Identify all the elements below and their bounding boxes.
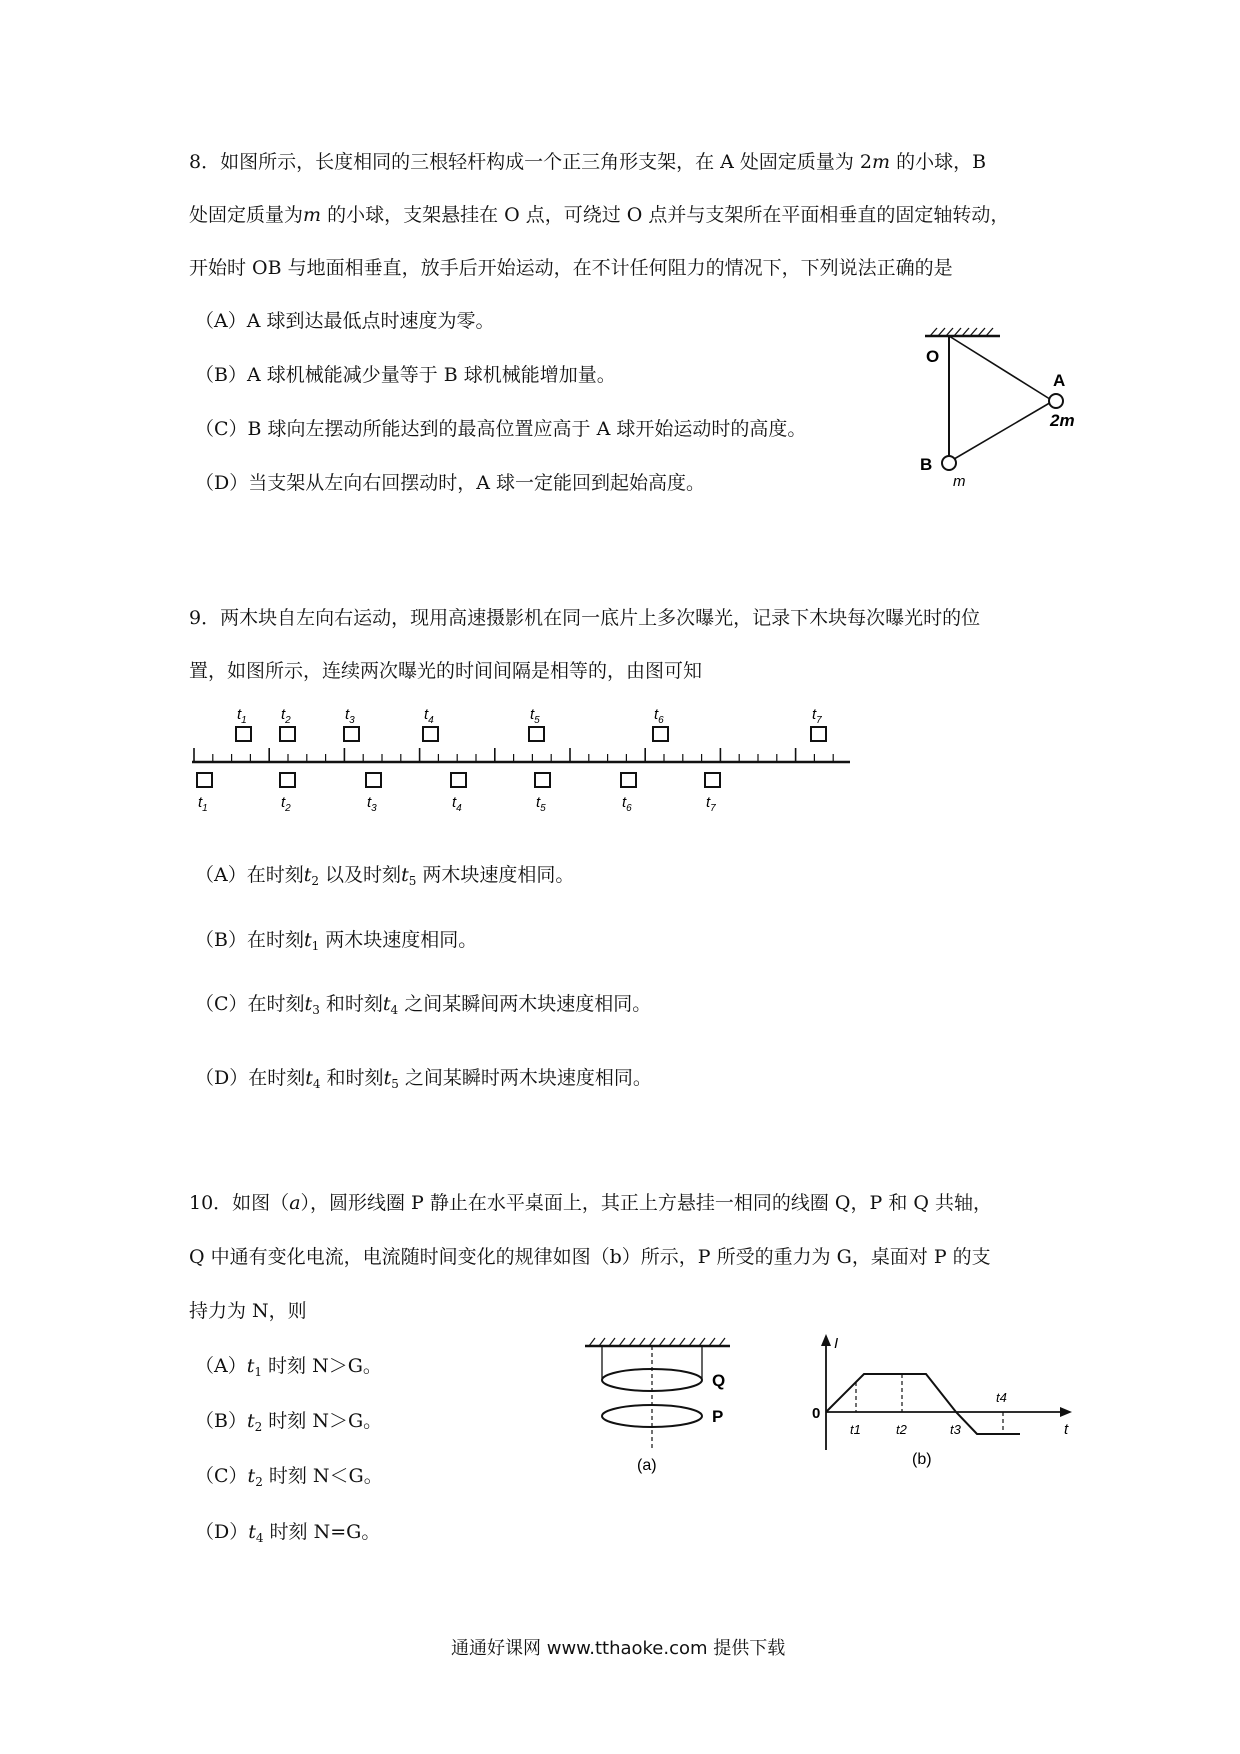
upper-block: [344, 727, 359, 741]
upper-time-label: $t_7$: [812, 706, 822, 726]
lower-block: [705, 773, 720, 787]
option-text: 和时刻: [320, 1067, 384, 1089]
time-sub: 1: [311, 939, 320, 953]
time-var: t: [303, 929, 312, 951]
time-sub: 2: [254, 1420, 263, 1434]
q10-option-d: [195, 1517, 380, 1545]
upper-block: [811, 727, 826, 741]
q10-stem-line1: [189, 1188, 992, 1215]
option-text: （D）在时刻: [195, 1067, 306, 1089]
label-m: m: [953, 473, 966, 490]
ball-a: [1049, 394, 1063, 408]
lower-block: [366, 773, 381, 787]
time-sub: 2: [311, 874, 320, 888]
label-origin: 0: [812, 1405, 821, 1422]
upper-block: [423, 727, 438, 741]
option-text: （B）: [195, 1410, 247, 1432]
caption-b: (b): [912, 1451, 932, 1468]
option-text: 时刻 N＞G。: [262, 1410, 383, 1432]
option-text: 两木块速度相同。: [319, 929, 478, 951]
upper-time-label: $t_6$: [654, 706, 664, 726]
lower-time-label: $t_4$: [452, 794, 462, 814]
q9-option-d: [195, 1063, 652, 1091]
label-q: Q: [712, 1371, 726, 1390]
lower-time-label: $t_1$: [198, 794, 208, 814]
q10-stem-line3: 持力为 N，则: [189, 1300, 307, 1322]
ball-b: [942, 456, 956, 470]
time-var: t: [305, 1067, 313, 1089]
option-text: （D）: [195, 1521, 249, 1543]
time-sub: 4: [312, 1077, 321, 1091]
upper-block: [280, 727, 295, 741]
label-t3: t3: [950, 1422, 961, 1437]
q9-stem-line1: 9．两木块自左向右运动，现用高速摄影机在同一底片上多次曝光，记录下木块每次曝光时的位: [189, 607, 981, 629]
option-text: （A）: [195, 1355, 247, 1377]
option-text: （C）: [195, 1465, 248, 1487]
fig-var: a: [289, 1192, 301, 1214]
q8-stem-line3: 开始时 OB 与地面相垂直，放手后开始运动，在不计任何阻力的情况下，下列说法正确的是: [189, 257, 953, 279]
time-var: t: [246, 1410, 255, 1432]
q8-stem-line2: [189, 200, 1009, 227]
label-p: P: [712, 1407, 724, 1426]
option-text: （C）在时刻: [195, 993, 305, 1015]
lower-block: [451, 773, 466, 787]
option-text: 两木块速度相同。: [416, 864, 575, 886]
q8-triangle-figure: [900, 320, 1100, 490]
q8-option-d: （D）当支架从左向右回摆动时，A 球一定能回到起始高度。: [195, 472, 705, 494]
option-text: 和时刻: [319, 993, 383, 1015]
upper-time-label: $t_3$: [345, 706, 355, 726]
upper-time-label: $t_1$: [237, 706, 247, 726]
time-var: t: [247, 1465, 256, 1487]
q10-option-b: [195, 1406, 382, 1434]
time-sub: 4: [255, 1531, 264, 1545]
time-sub: 5: [391, 1077, 399, 1091]
upper-block: [236, 727, 251, 741]
q8-option-b: （B）A 球机械能减少量等于 B 球机械能增加量。: [195, 364, 616, 386]
label-i: I: [834, 1335, 839, 1352]
q10-current-graph: [800, 1330, 1080, 1485]
option-text: 以及时刻: [319, 864, 402, 886]
time-var: t: [248, 1521, 256, 1543]
q8-mass-var: m: [872, 151, 891, 173]
lower-block: [280, 773, 295, 787]
time-var: t: [246, 1355, 255, 1377]
caption-a: (a): [637, 1457, 657, 1474]
lower-time-label: $t_7$: [706, 794, 716, 814]
lower-time-label: $t_3$: [367, 794, 377, 814]
label-b: B: [920, 455, 933, 474]
time-sub: 5: [408, 874, 417, 888]
q9-option-b: [195, 925, 477, 953]
upper-block: [529, 727, 544, 741]
q8-option-a: （A）A 球到达最低点时速度为零。: [195, 310, 495, 332]
lower-block: [621, 773, 636, 787]
upper-time-label: $t_2$: [281, 706, 291, 726]
label-t4: t4: [996, 1390, 1007, 1405]
option-text: 时刻 N=G。: [263, 1521, 381, 1543]
upper-time-label: $t_5$: [530, 706, 540, 726]
time-sub: 4: [390, 1003, 399, 1017]
time-var: t: [303, 864, 312, 886]
label-t2: t2: [896, 1422, 907, 1437]
q8-stem-text: 处固定质量为: [189, 204, 304, 226]
q10-option-c: [195, 1461, 383, 1489]
option-text: （B）在时刻: [195, 929, 304, 951]
q9-option-a: [195, 860, 574, 888]
label-o: O: [926, 347, 940, 366]
label-2m: 2m: [1050, 411, 1075, 430]
label-a: A: [1053, 371, 1066, 390]
footer-text: 通通好课网 www.tthaoke.com 提供下载: [451, 1638, 786, 1659]
option-text: 之间某瞬时两木块速度相同。: [398, 1067, 652, 1089]
time-sub: 1: [254, 1365, 263, 1379]
coil-q: [602, 1369, 702, 1391]
q9-option-c: [195, 989, 651, 1017]
q9-exposure-figure: [180, 700, 860, 820]
time-sub: 3: [312, 1003, 320, 1017]
upper-block: [653, 727, 668, 741]
q10-stem-line2: Q 中通有变化电流，电流随时间变化的规律如图（b）所示，P 所受的重力为 G，桌面对 P 的支: [189, 1246, 991, 1268]
q10-option-a: [195, 1351, 382, 1379]
lower-time-label: $t_6$: [622, 794, 632, 814]
q8-mass-var: m: [303, 204, 322, 226]
lower-block: [535, 773, 550, 787]
lower-block: [197, 773, 212, 787]
q8-option-c: （C）B 球向左摆动所能达到的最高位置应高于 A 球开始运动时的高度。: [195, 418, 807, 440]
label-t-axis: t: [1064, 1421, 1069, 1438]
time-var: t: [304, 993, 313, 1015]
q10-stem-text: 10．如图（: [189, 1192, 290, 1214]
upper-time-label: $t_4$: [424, 706, 434, 726]
lower-time-label: $t_5$: [536, 794, 546, 814]
q8-stem-text: 8．如图所示，长度相同的三根轻杆构成一个正三角形支架，在 A 处固定质量为 2: [189, 151, 873, 173]
time-var: t: [401, 864, 409, 886]
q8-stem-text: 的小球，B: [890, 151, 987, 173]
time-var: t: [383, 1067, 392, 1089]
lower-time-label: $t_2$: [281, 794, 291, 814]
q10-coils-figure: [575, 1332, 750, 1482]
label-t1: t1: [850, 1422, 861, 1437]
option-text: 之间某瞬间两木块速度相同。: [398, 993, 652, 1015]
option-text: 时刻 N＞G。: [262, 1355, 382, 1377]
q10-stem-text: ），圆形线圈 P 静止在水平桌面上，其正上方悬挂一相同的线圈 Q，P 和 Q 共轴，: [300, 1192, 992, 1214]
time-var: t: [382, 993, 391, 1015]
option-text: 时刻 N＜G。: [262, 1465, 383, 1487]
time-sub: 2: [255, 1475, 263, 1489]
q9-stem-line2: 置，如图所示，连续两次曝光的时间间隔是相等的，由图可知: [189, 660, 703, 682]
ruler-ticks: [194, 748, 833, 762]
q8-stem-line1: [189, 147, 986, 174]
q8-stem-text: 的小球，支架悬挂在 O 点，可绕过 O 点并与支架所在平面相垂直的固定轴转动，: [321, 204, 1010, 226]
option-text: （A）在时刻: [195, 864, 304, 886]
